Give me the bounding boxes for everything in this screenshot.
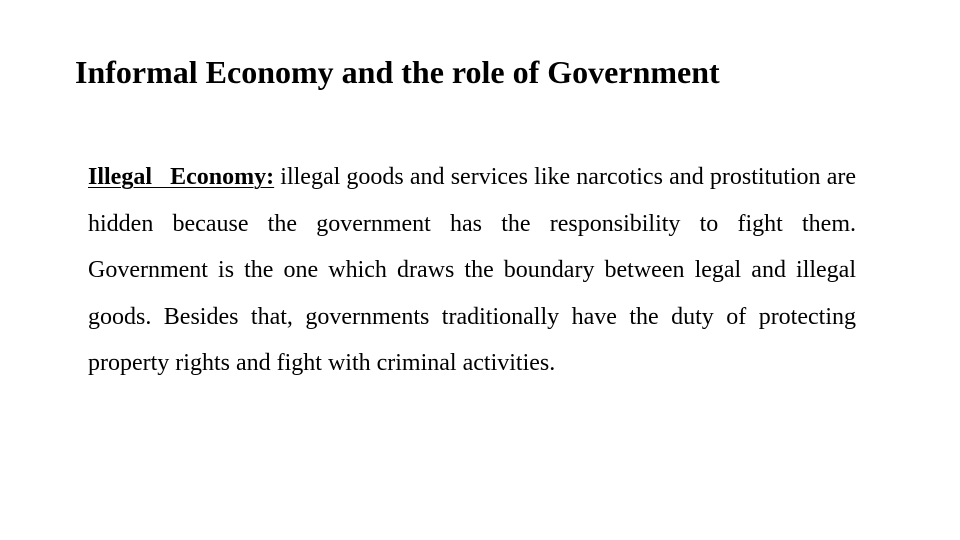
slide-title: Informal Economy and the role of Government [75, 54, 720, 90]
term-illegal-economy: Illegal Economy: [88, 164, 275, 190]
body-paragraph [88, 154, 856, 387]
body-text: illegal goods and services like narcotics and prostitution are hidden because the government has the responsibility to fight them. Government is the one which draws the boundary between legal and illegal goods. Besides that, governments traditionally have the duty of protecting property rights and fight with criminal activities. [88, 164, 856, 376]
